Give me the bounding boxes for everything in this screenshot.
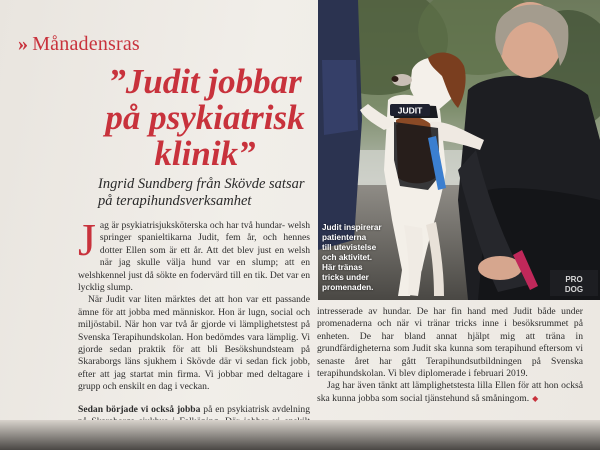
jacket-logo-line-2: DOG xyxy=(564,285,584,294)
page-edge-shadow xyxy=(0,420,600,450)
headline-line-1: ”Judit jobbar xyxy=(108,62,302,101)
photo-caption xyxy=(322,223,384,293)
caption-line: Judit inspirerar xyxy=(322,223,382,232)
column-title: Månadensras xyxy=(32,33,140,55)
caption-line: tricks under xyxy=(322,273,369,282)
vest-label: JUDIT xyxy=(397,105,423,116)
end-mark-icon: ◆ xyxy=(532,393,539,403)
subheading xyxy=(98,176,328,210)
caption-line: patienterna xyxy=(322,233,367,242)
caption-line: Här tränas xyxy=(322,263,363,272)
column-name xyxy=(18,33,318,56)
article-paragraph xyxy=(78,214,310,294)
caption-line: promenaden. xyxy=(322,283,374,292)
article-paragraph: intresserade av hundar. De har fin hand med Judit både under promenaderna och när vi tränar tricks inne i besöksrummet på enheten. De har bland annat hjälpt mig att träna in grundfärdigheterna som Judit ska kunna som terapihund eftersom vi senaste året har gått Terapihundsutbildningen på Svenska terapihundskolan. Vi blev diplomerade i februari 2019. xyxy=(317,306,583,380)
article-paragraph: När Judit var liten märktes det att hon var ett passande ämne för att jobba med människor. Hon är lugn, social och miljöstabil. När hon var två år gjorde vi lämplighetstest på Svenska Terapihundskolan. Hon bedömdes vara lämplig. Vi gjorde sedan praktik för att bli Besökshundsteam på Skaraborgs läns sjukhem i Skövde där vi sedan fick jobb, efter att jag startat min firma. Vi jobbar med deltagare i grupp och enskilt en dag i veckan. xyxy=(78,294,310,393)
caption-line: till utevistelse xyxy=(322,243,377,252)
lead-in-text: Sedan började vi också jobba xyxy=(78,403,201,415)
article-paragraph xyxy=(317,380,583,405)
article-body-left-column xyxy=(78,214,310,441)
column-marker-icon: » xyxy=(18,33,29,55)
headline-line-2: på psykiatrisk xyxy=(105,98,305,137)
caption-line: och aktivitet. xyxy=(322,253,373,262)
paragraph-text: Jag har även tänkt att lämplighetstesta lilla Ellen för att hon också ska kunna jobba som social tjänstehund så småningom. xyxy=(317,380,583,404)
headline-line-3: klinik” xyxy=(154,134,256,173)
paragraph-text: ag är psykiatrisjuksköterska och har två hundar- welsh springer spanieltikarna Judit, fem år, och hennes dotter Ellen som är ett år. Att det blev just en welsh när jag skulle välja hund var en slump; att en welshkennel just då sökte en fodervärd till en tik. Det var en lycklig slump. xyxy=(78,220,310,294)
subheading-line-2: på terapihundsverksamhet xyxy=(98,193,252,209)
paragraph-text: på en psykiatrisk avdelning xyxy=(203,403,310,415)
jacket-logo-line-1: PRO xyxy=(565,275,583,284)
subheading-line-1: Ingrid Sundberg från Skövde satsar xyxy=(98,176,305,192)
article-body-right-column xyxy=(317,306,583,405)
headline xyxy=(80,64,330,172)
drop-cap: J xyxy=(78,214,96,265)
